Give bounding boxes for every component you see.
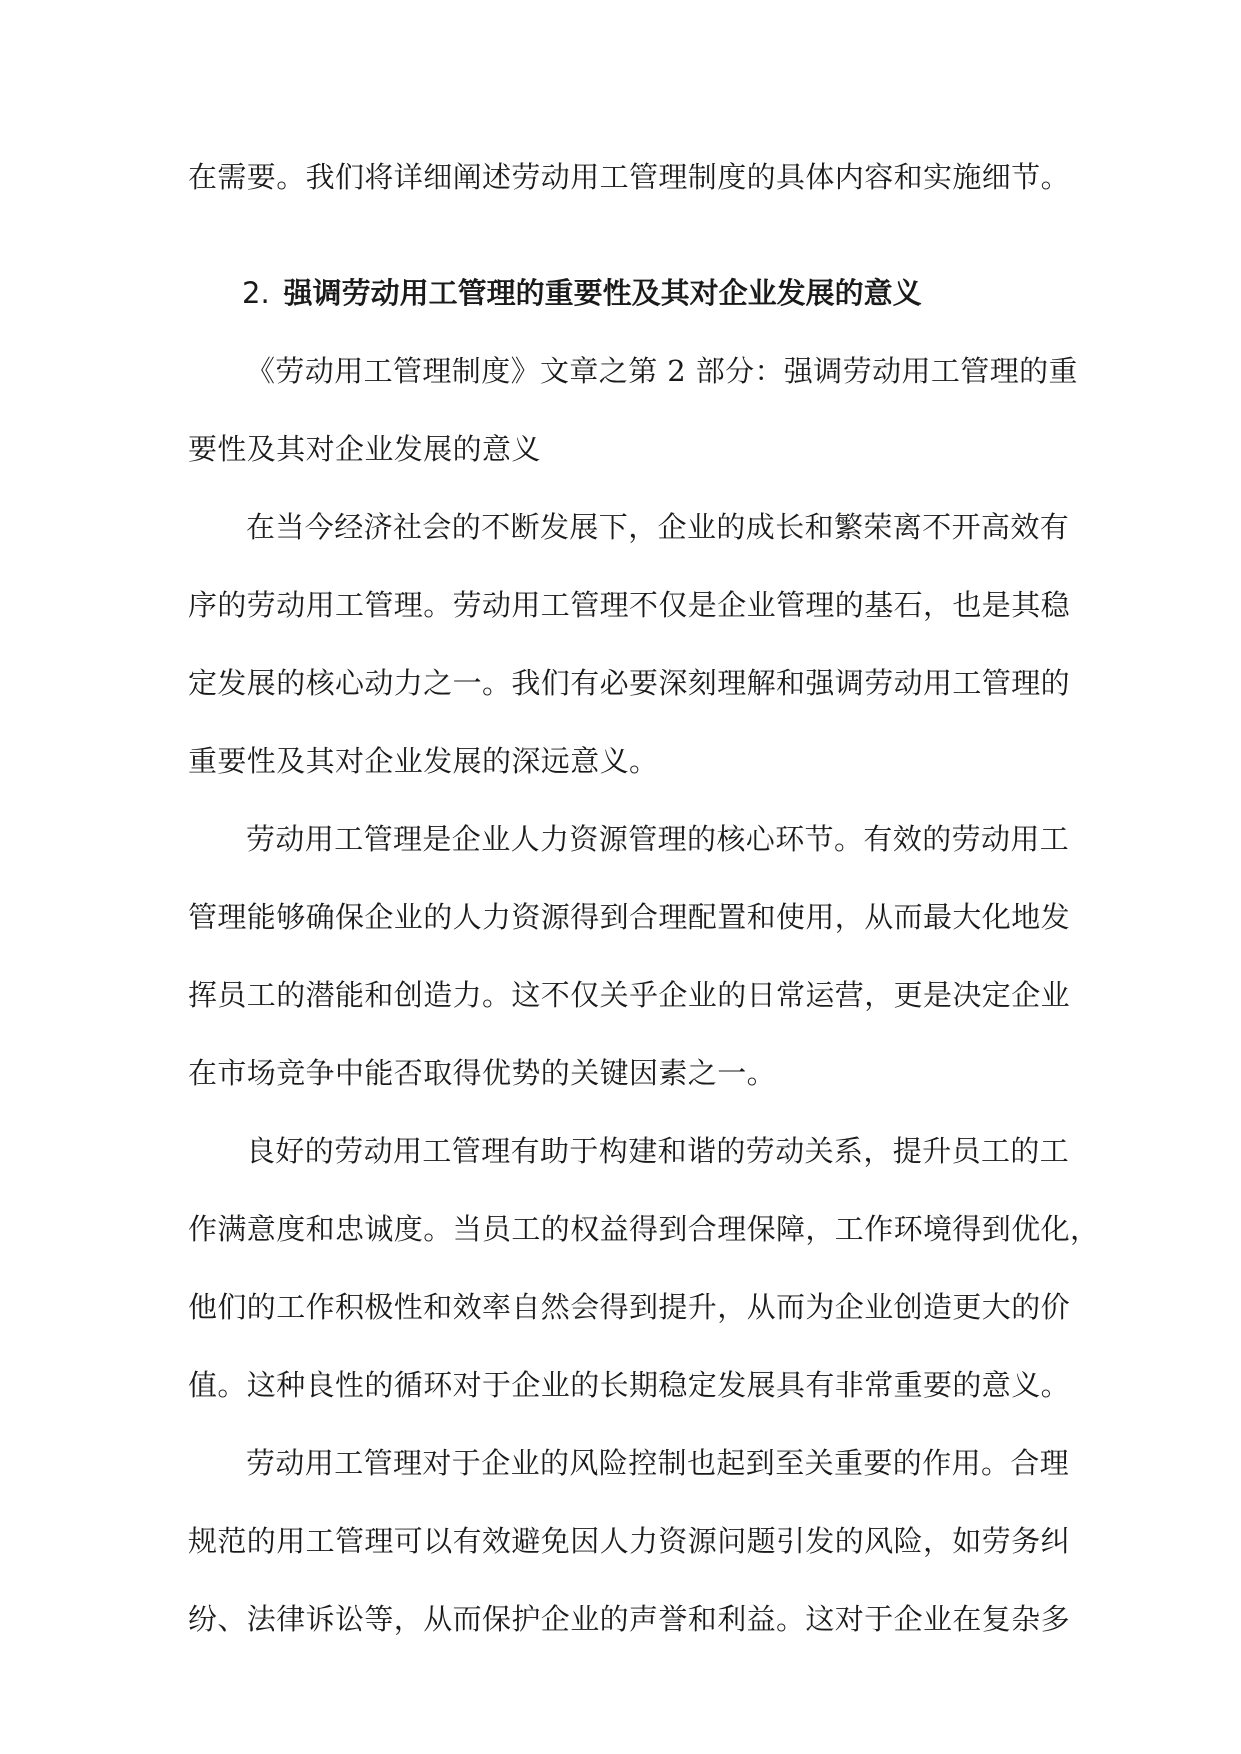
section-title: 强调劳动用工管理的重要性及其对企业发展的意义: [283, 276, 922, 310]
paragraph-context: [188, 488, 1071, 800]
paragraph-line: 挥员工的潜能和创造力。这不仅关乎企业的日常运营，更是决定企业: [188, 978, 1071, 1012]
paragraph-line: 管理能够确保企业的人力资源得到合理配置和使用，从而最大化地发: [188, 900, 1071, 934]
paragraph-line: 纷、法律诉讼等，从而保护企业的声誉和利益。这对于企业在复杂多: [188, 1602, 1071, 1636]
continuation-line: 在需要。我们将详细阐述劳动用工管理制度的具体内容和实施细节。: [188, 160, 1071, 194]
section-heading: [188, 254, 1053, 332]
paragraph-line: 要性及其对企业发展的意义: [188, 432, 541, 466]
paragraph-line: 在市场竞争中能否取得优势的关键因素之一。: [188, 1056, 777, 1090]
paragraph-line: 《劳动用工管理制度》文章之第 2 部分：强调劳动用工管理的重: [246, 354, 1078, 388]
paragraph-line: 作满意度和忠诚度。当员工的权益得到合理保障，工作环境得到优化，: [188, 1212, 1100, 1246]
paragraph-intro: [188, 332, 1078, 488]
paragraph-line: 良好的劳动用工管理有助于构建和谐的劳动关系，提升员工的工: [246, 1134, 1070, 1168]
paragraph-line: 在当今经济社会的不断发展下，企业的成长和繁荣离不开高效有: [246, 510, 1070, 544]
paragraph-line: 劳动用工管理对于企业的风险控制也起到至关重要的作用。合理: [246, 1446, 1070, 1480]
paragraph-line: 劳动用工管理是企业人力资源管理的核心环节。有效的劳动用工: [246, 822, 1070, 856]
paragraph-risk: [188, 1424, 1071, 1658]
paragraph-line: 定发展的核心动力之一。我们有必要深刻理解和强调劳动用工管理的: [188, 666, 1071, 700]
paragraph-line: 序的劳动用工管理。劳动用工管理不仅是企业管理的基石，也是其稳: [188, 588, 1071, 622]
section-number: 2.: [242, 276, 270, 310]
document-body: [188, 138, 1100, 1658]
paragraph-core: [188, 800, 1071, 1112]
paragraph-line: 规范的用工管理可以有效避免因人力资源问题引发的风险，如劳务纠: [188, 1524, 1071, 1558]
paragraph-line: 重要性及其对企业发展的深远意义。: [188, 744, 659, 778]
paragraph-line: 值。这种良性的循环对于企业的长期稳定发展具有非常重要的意义。: [188, 1368, 1071, 1402]
paragraph-line: 他们的工作积极性和效率自然会得到提升，从而为企业创造更大的价: [188, 1290, 1071, 1324]
paragraph-relations: [188, 1112, 1100, 1424]
